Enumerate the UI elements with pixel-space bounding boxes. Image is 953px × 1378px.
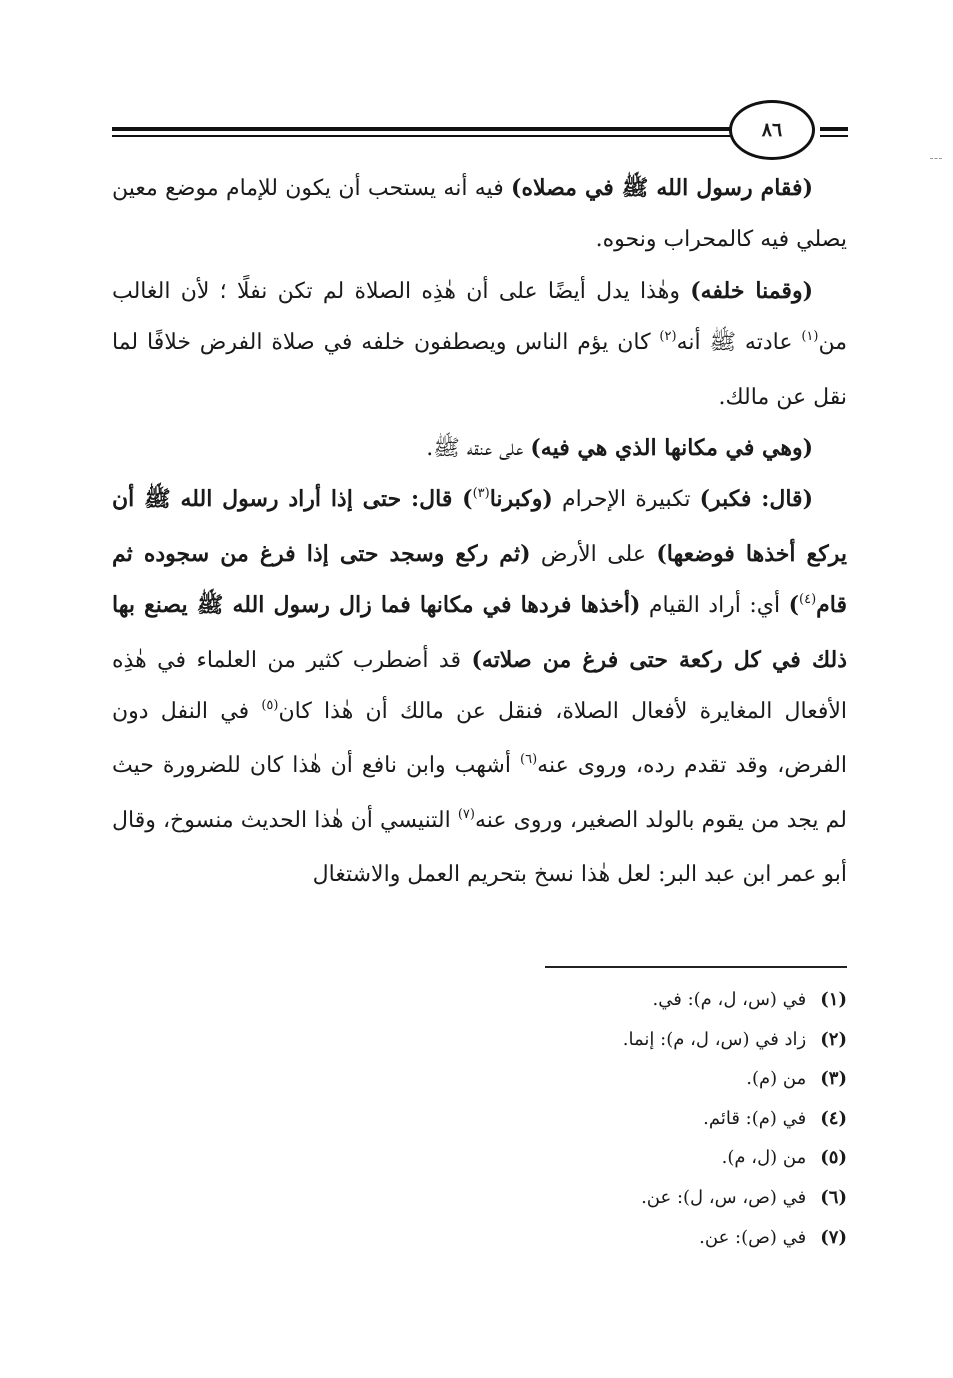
footnote-ref: (٢) xyxy=(659,329,677,345)
text-segment: قد أضطرب كثير من العلماء في هٰذِه الأفعال المغايرة لأفعال الصلاة، فنقل عن مالك أن هٰذا كان xyxy=(112,647,848,725)
footnote-text: في (س، ل، م): في. xyxy=(652,989,807,1010)
page-number: ٨٦ xyxy=(729,100,815,160)
text-segment: ) قال: حتى إذا أراد رسول الله ﷺ أن يركع أخذها فوضعها) xyxy=(112,486,848,567)
footnote-ref: (١) xyxy=(801,329,819,345)
footnote-item xyxy=(300,1138,847,1178)
text-segment: (فقام رسول الله ﷺ في مصلاه) xyxy=(511,175,813,201)
footnote-item xyxy=(300,1218,847,1258)
paragraph-p1 xyxy=(112,163,847,266)
paragraph-p3 xyxy=(112,423,847,474)
footnote-number: (٧) xyxy=(820,1226,847,1248)
footnote-text: في (ص، س، ل): عن. xyxy=(641,1186,807,1208)
text-segment: تكبيرة الإحرام xyxy=(552,487,700,513)
footnote-item xyxy=(300,1178,847,1218)
text-segment: ) xyxy=(788,592,799,619)
text-segment: فيه أنه يستحب أن يكون للإمام موضع معين يصلي فيه كالمحراب ونحوه. xyxy=(112,176,847,253)
footnote-ref: (٦) xyxy=(520,752,538,768)
text-segment: (وكبرنا xyxy=(489,486,553,513)
footnote-number: (٤) xyxy=(820,1107,847,1129)
footnote-item xyxy=(300,1020,847,1060)
text-segment: عادته ﷺ أنه xyxy=(676,330,802,356)
footnote-text: زاد في (س، ل، م): إنما. xyxy=(622,1028,807,1050)
footnote-ref: (٤) xyxy=(799,592,817,608)
text-segment: وهٰذا يدل أيضًا على أن هٰذِه الصلاة لم تكن نفلًا ؛ لأن الغالب من xyxy=(112,278,847,356)
header-rule-thin xyxy=(112,135,730,137)
paragraph-p2 xyxy=(112,266,847,423)
footnote-text: في (م): قائم. xyxy=(703,1107,807,1129)
text-segment: (وهي في مكانها الذي هي فيه) xyxy=(530,435,813,462)
text-segment: (قال: فكبر) xyxy=(699,486,813,513)
footnote-number: (٥) xyxy=(820,1147,847,1169)
footnote-text: من (م). xyxy=(746,1068,807,1090)
footnote-item xyxy=(300,980,847,1020)
margin-mark xyxy=(930,158,942,159)
footnote-text: في (ص): عن. xyxy=(699,1226,807,1248)
text-segment: أشهب وابن نافع أن هٰذا كان للضرورة حيث لم يجد من يقوم بالولد الصغير، وروى عنه xyxy=(112,753,847,833)
text-segment: على الأرض xyxy=(530,541,657,567)
header-rule-thin-right xyxy=(820,135,848,137)
header-rule-thick xyxy=(112,127,730,131)
text-segment: في النفل دون الفرض، وقد تقدم رده، وروى عنه xyxy=(112,699,848,779)
footnote-ref: (٣) xyxy=(472,486,490,502)
text-segment: (أخذها فردها في مكانها فما زال رسول الله ﷺ يصنع بها ذلك في كل ركعة حتى فرغ من صلاته) xyxy=(112,592,847,673)
footnote-text: من (ل، م). xyxy=(721,1147,807,1169)
footnote-number: (٢) xyxy=(820,1028,847,1050)
text-segment: التنيسي أن هٰذا الحديث منسوخ، وقال أبو عمر ابن عبد البر: لعل هٰذا نسخ بتحريم العمل والاشتغال xyxy=(112,807,847,888)
text-segment: أي: أراد القيام xyxy=(640,593,789,619)
text-segment: (وقمنا خلفه) xyxy=(690,277,813,304)
text-segment: كان يؤم الناس ويصطفون خلفه في صلاة الفرض خلافًا لما نقل عن مالك. xyxy=(112,330,847,410)
footnotes xyxy=(300,980,847,1257)
footnote-number: (١) xyxy=(820,989,847,1010)
footnote-ref: (٥) xyxy=(261,698,279,714)
footnote-number: (٣) xyxy=(820,1068,847,1090)
header-rule-thick-right xyxy=(820,127,848,131)
footnote-item xyxy=(300,1059,847,1099)
footnote-separator xyxy=(545,966,847,968)
footnote-ref: (٧) xyxy=(457,806,475,822)
footnote-item xyxy=(300,1099,847,1139)
page-header xyxy=(112,100,847,160)
text-segment: (ثم ركع وسجد حتى إذا فرغ من سجوده ثم قام xyxy=(112,540,847,619)
main-text xyxy=(112,163,847,901)
paragraph-p4 xyxy=(112,474,847,900)
footnote-number: (٦) xyxy=(820,1186,847,1208)
text-segment: على عنقه ﷺ. xyxy=(426,436,531,462)
